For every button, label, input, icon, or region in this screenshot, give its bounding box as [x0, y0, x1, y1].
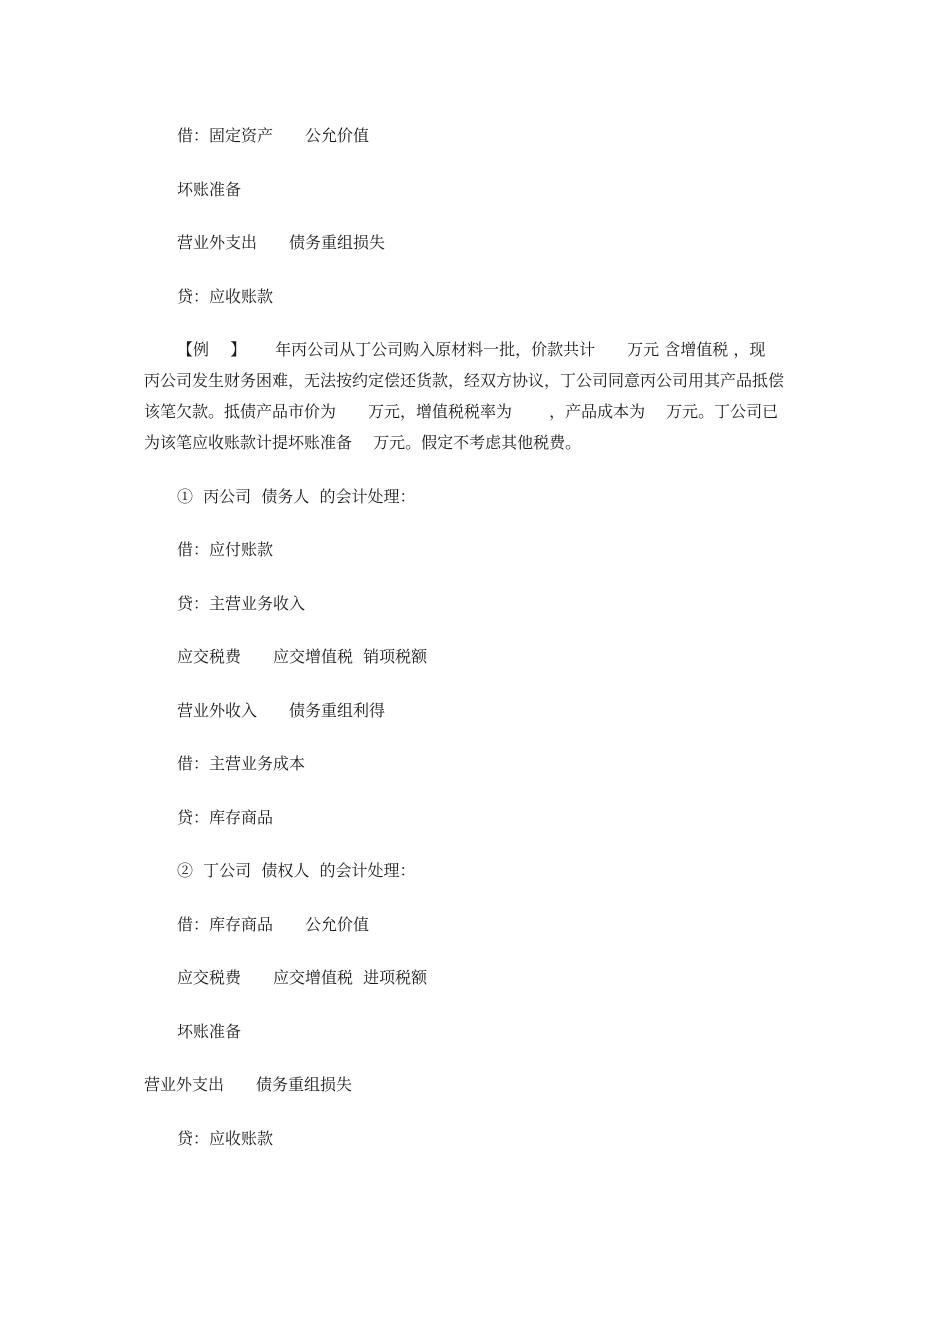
section1-entry: 贷：主营业务收入: [177, 594, 306, 613]
example-paragraph: [144, 339, 804, 463]
section1-entry: 贷：库存商品: [177, 808, 274, 827]
section1-entry: 营业外收入 债务重组利得: [177, 701, 386, 720]
example-line: 【例 】 年丙公司从丁公司购入原材料一批，价款共计 万元 含增值税 ，现: [177, 340, 766, 359]
example-line: 该笔欠款。抵债产品市价为 万元，增值税税率为 ，产品成本为 万元。丁公司已: [144, 402, 779, 421]
section1-entry: 应交税费 应交增值税 销项税额: [177, 647, 428, 666]
section2-entry: 借：库存商品 公允价值: [177, 915, 370, 934]
section2-last-entry: 贷：应收账款: [177, 1129, 274, 1148]
entry-bad-debt-reserve: 坏账准备: [177, 180, 242, 199]
section1-heading: ① 丙公司 债务人 的会计处理：: [177, 487, 416, 506]
section2-heading: ② 丁公司 债权人 的会计处理：: [177, 861, 416, 880]
entry-nonoperating-expense: 营业外支出 债务重组损失: [177, 233, 386, 252]
section1-entry: 借：主营业务成本: [177, 754, 306, 773]
section2-entry: 应交税费 应交增值税 进项税额: [177, 968, 428, 987]
example-line: 丙公司发生财务困难，无法按约定偿还货款，经双方协议，丁公司同意丙公司用其产品抵偿: [144, 371, 785, 390]
section2-entry: 坏账准备: [177, 1022, 242, 1041]
example-line: 为该笔应收账款计提坏账准备 万元。假定不考虑其他税费。: [144, 433, 582, 452]
section1-entry: 借：应付账款: [177, 540, 274, 559]
section2-entry-flush: 营业外支出 债务重组损失: [144, 1075, 353, 1094]
entry-credit-receivables: 贷：应收账款: [177, 287, 274, 306]
entry-debit-fixed-assets: 借：固定资产 公允价值: [177, 126, 370, 145]
